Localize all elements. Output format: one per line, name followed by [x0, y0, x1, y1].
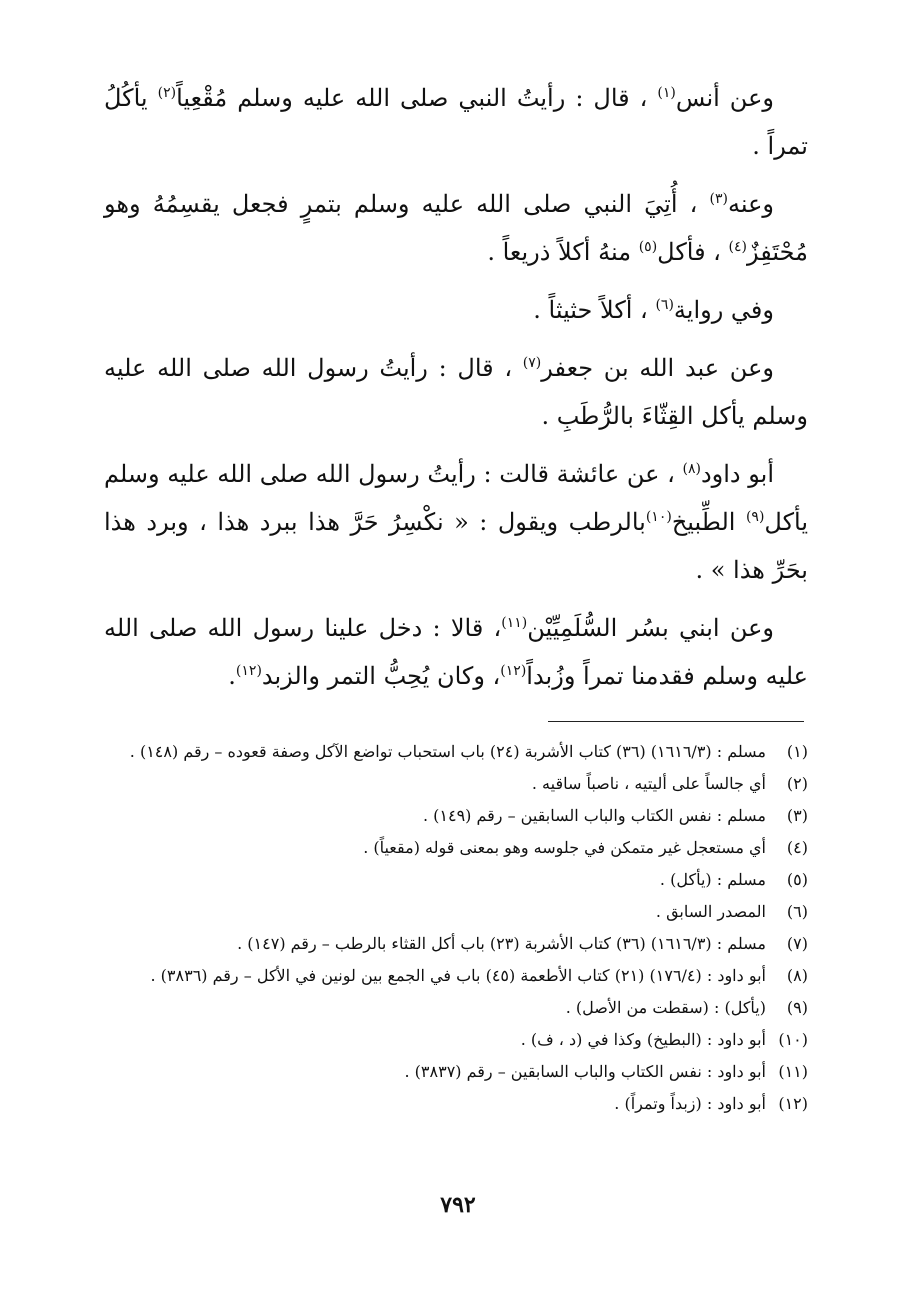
hadith-paragraph-3: [104, 286, 808, 334]
text-segment: وعن أنس: [675, 84, 774, 112]
text-segment: ، قال : رأيتُ النبي صلى الله عليه وسلم مُقْعِياً: [176, 84, 658, 112]
footnote-text: مسلم : نفس الكتاب والباب السابقين – رقم (١٤٩) .: [422, 806, 766, 825]
footnote-text: مسلم : (١٦١٦/٣) (٣٦) كتاب الأشربة (٢٤) باب استحباب تواضع الآكل وصفة قعوده – رقم (١٤٨) .: [129, 742, 766, 761]
footnote-item: [104, 896, 808, 928]
text-segment: أبو داود: [700, 460, 775, 488]
footnote-separator: [548, 721, 804, 722]
text-segment: .: [228, 662, 236, 690]
footnote-marker: (٣): [709, 191, 728, 207]
text-segment: ، وكان يُحِبُّ التمر والزبد: [261, 662, 501, 690]
text-segment: الطِّبيخ: [671, 508, 746, 536]
hadith-paragraph-5: [104, 450, 808, 594]
footnote-marker: (١٢): [500, 663, 527, 679]
footnote-number: (٢): [786, 774, 808, 793]
footnote-number: (٩): [786, 998, 808, 1017]
hadith-paragraph-2: [104, 180, 808, 276]
footnote-marker: (٥): [638, 239, 658, 255]
footnote-text: أبو داود : (١٧٦/٤) (٢١) كتاب الأطعمة (٤٥) باب في الجمع بين لونين في الأكل – رقم (٣٨٣٦) .: [150, 966, 766, 985]
text-segment: ، عن عائشة قالت : رأيتُ رسول الله صلى الله عليه وسلم يأكل: [104, 460, 809, 536]
footnote-marker: (١٠): [645, 509, 672, 525]
text-segment: وعنه: [727, 190, 774, 218]
text-segment: يأكُلُ تمراً .: [104, 84, 808, 160]
footnote-item: [104, 1088, 808, 1120]
footnote-marker: (١١): [501, 615, 528, 631]
footnote-number: (٤): [786, 838, 808, 857]
footnotes: [104, 736, 808, 1120]
footnote-text: أبو داود : نفس الكتاب والباب السابقين – رقم (٣٨٣٧) .: [404, 1062, 766, 1081]
text-segment: وعن ابني بسُر السُّلَمِيِّيْن: [527, 614, 774, 642]
footnote-number: (٨): [786, 966, 808, 985]
footnote-text: أبو داود : (زبداً وتمراً) .: [614, 1094, 766, 1113]
page-number: ٧٩٢: [440, 1192, 476, 1218]
main-text: [104, 74, 808, 700]
footnote-number: (٣): [786, 806, 808, 825]
text-segment: وعن عبد الله بن جعفر: [541, 354, 774, 382]
footnote-text: أبو داود : (البطيخ) وكذا في (د ، ف) .: [520, 1030, 766, 1049]
footnote-item: [104, 928, 808, 960]
footnote-text: المصدر السابق .: [655, 902, 766, 921]
hadith-paragraph-6: [104, 604, 808, 700]
text-segment: ، أُتِيَ النبي صلى الله عليه وسلم بتمرٍ فجعل يقسِمُهُ وهو مُحْتَفِزٌ: [104, 190, 808, 266]
footnote-item: [104, 1056, 808, 1088]
text-segment: منهُ أكلاً ذريعاً .: [487, 238, 639, 266]
footnote-marker: (٤): [728, 239, 748, 255]
footnote-marker: (٢): [157, 85, 177, 101]
footnote-number: (١٠): [778, 1030, 808, 1049]
footnote-text: (يأكل) : (سقطت من الأصل) .: [565, 998, 766, 1017]
footnote-item: [104, 864, 808, 896]
footnote-text: مسلم : (يأكل) .: [659, 870, 766, 889]
footnote-number: (٧): [786, 934, 808, 953]
footnote-item: [104, 768, 808, 800]
hadith-paragraph-4: [104, 344, 808, 440]
footnote-number: (٦): [786, 902, 808, 921]
hadith-paragraph-1: [104, 74, 808, 170]
footnote-marker: (٦): [655, 297, 674, 313]
footnote-number: (١): [786, 742, 808, 761]
footnote-number: (١٢): [778, 1094, 808, 1113]
footnote-item: [104, 1024, 808, 1056]
text-segment: ، قال : رأيتُ رسول الله صلى الله عليه وسلم يأكل القِثّاءَ بالرُّطَبِ .: [104, 354, 808, 430]
footnote-item: [104, 736, 808, 768]
text-segment: بالرطب ويقول : « نكْسِرُ حَرَّ هذا ببرد هذا ، وبرد هذا بحَرِّ هذا » .: [104, 508, 808, 584]
footnote-text: أي جالساً على أليتيه ، ناصباً ساقيه .: [531, 774, 766, 793]
text-segment: ، أكلاً حثيثاً .: [533, 296, 656, 324]
footnote-number: (٥): [786, 870, 808, 889]
text-segment: ، قالا : دخل علينا رسول الله صلى الله عليه وسلم فقدمنا تمراً وزُبداً: [104, 614, 808, 690]
footnote-marker: (٨): [682, 461, 701, 477]
footnote-marker: (١): [657, 85, 676, 101]
footnote-number: (١١): [778, 1062, 808, 1081]
footnote-item: [104, 992, 808, 1024]
footnote-marker: (٧): [522, 355, 542, 371]
text-segment: وفي رواية: [673, 296, 774, 324]
footnote-item: [104, 800, 808, 832]
footnote-item: [104, 832, 808, 864]
footnote-marker: (٩): [745, 509, 765, 525]
footnote-marker: (١٢): [235, 663, 262, 679]
text-segment: ، فأكل: [657, 238, 729, 266]
footnote-item: [104, 960, 808, 992]
footnote-text: أي مستعجل غير متمكن في جلوسه وهو بمعنى قوله (مقعياً) .: [363, 838, 766, 857]
footnote-text: مسلم : (١٦١٦/٣) (٣٦) كتاب الأشربة (٢٣) باب أكل القثاء بالرطب – رقم (١٤٧) .: [237, 934, 766, 953]
